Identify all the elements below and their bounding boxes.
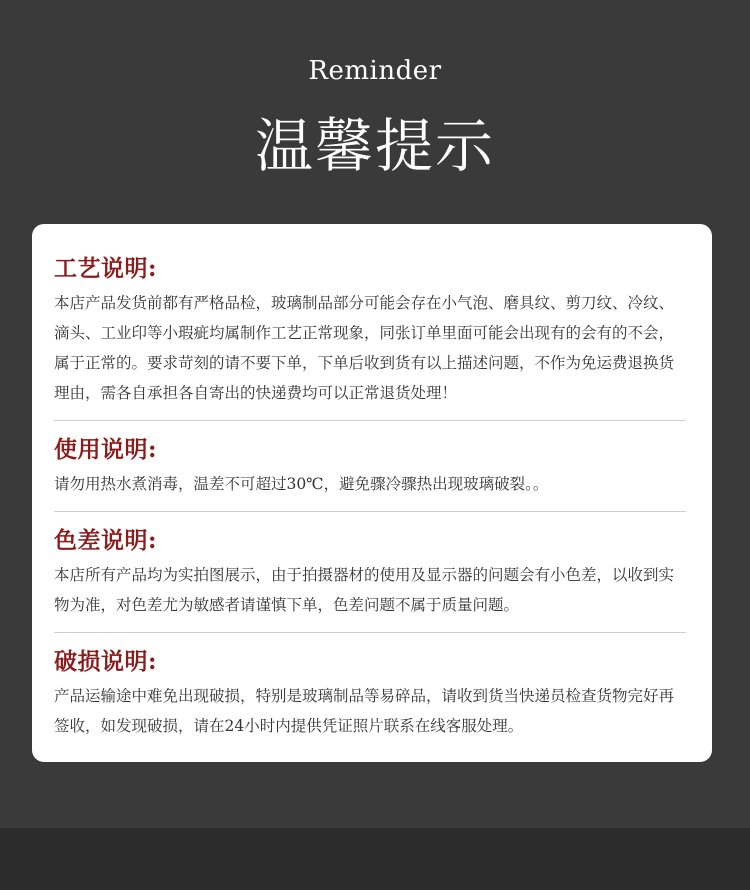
section-body-craft: 本店产品发货前都有严格品检，玻璃制品部分可能会存在小气泡、磨具纹、剪刀纹、冷纹、滴头、工业印等小瑕疵均属制作工艺正常现象，同张订单里面可能会出现有的会有的不会，属于正常的。要求苛刻的请不要下单，下单后收到货有以上描述问题，不作为免运费退换货理由，需各自承担各自寄出的快递费均可以正常退货处理！ (54, 294, 675, 402)
section-divider (54, 632, 686, 633)
section-heading-usage: 使用说明: (54, 436, 157, 463)
page-subtitle: Reminder (308, 56, 442, 86)
section-body-damage: 产品运输途中难免出现破损，特别是玻璃制品等易碎品，请收到货当快递员检查货物完好再签收，如发现破损，请在24小时内提供凭证照片联系在线客服处理。 (54, 687, 675, 735)
section-divider (54, 420, 686, 421)
section-heading-damage: 破损说明: (54, 648, 157, 675)
section-heading-craft: 工艺说明: (54, 255, 157, 282)
section-body-color: 本店所有产品均为实拍图展示，由于拍摄器材的使用及显示器的问题会有小色差，以收到实物为准，对色差尤为敏感者请谨慎下单，色差问题不属于质量问题。 (54, 566, 675, 614)
section-divider (54, 511, 686, 512)
section-usage (54, 435, 686, 499)
notice-card (32, 224, 712, 762)
page-bottom-band (0, 828, 750, 890)
section-damage (54, 647, 686, 741)
section-body-usage: 请勿用热水煮消毒，温差不可超过30℃，避免骤冷骤热出现玻璃破裂。。 (54, 475, 549, 493)
section-heading-color: 色差说明: (54, 527, 157, 554)
section-craft (54, 254, 686, 408)
section-color (54, 526, 686, 620)
page-title: 温馨提示 (254, 112, 495, 180)
